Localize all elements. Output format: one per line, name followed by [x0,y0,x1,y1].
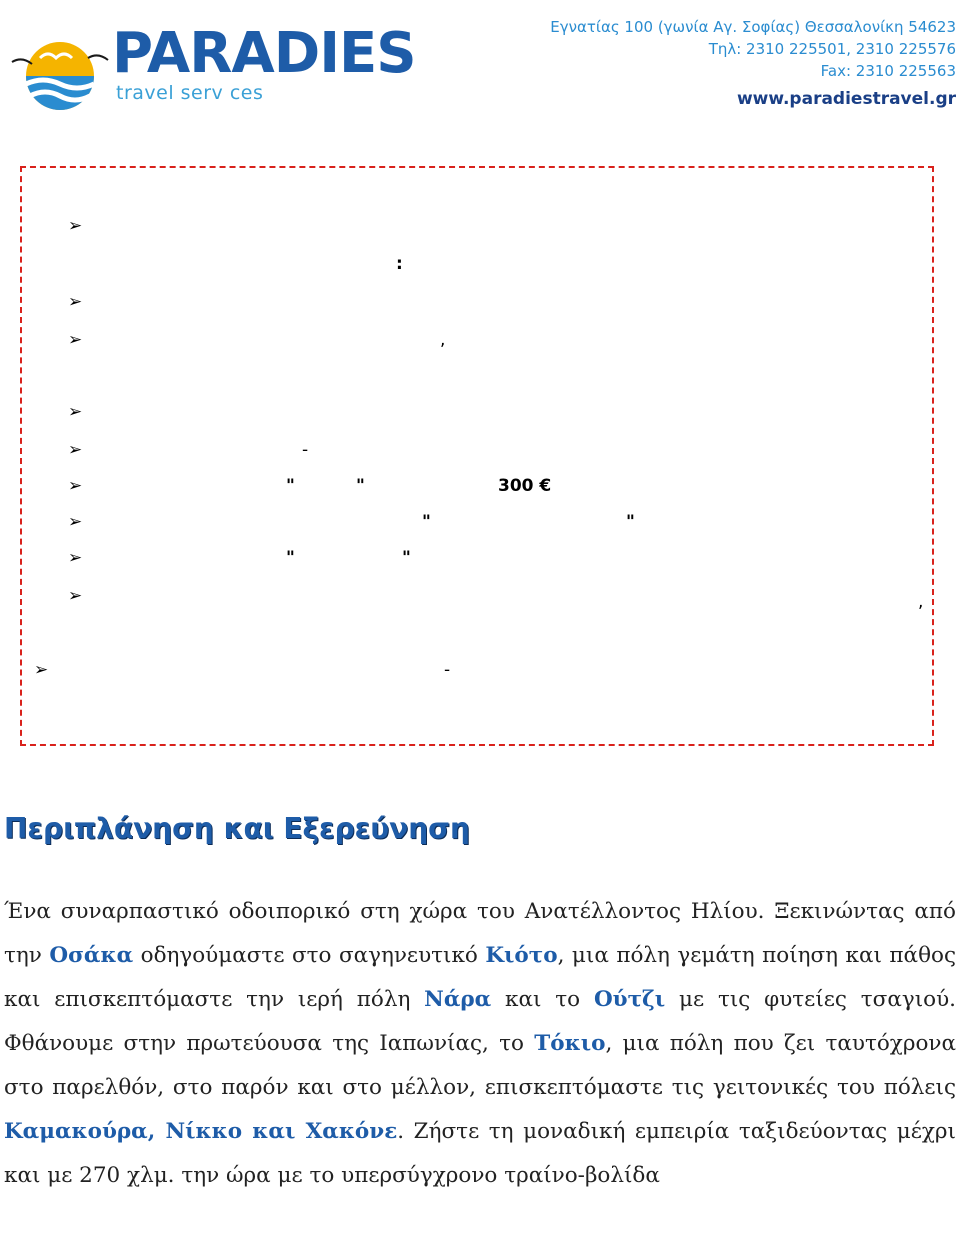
quote-fragment: " [286,548,295,568]
bullet-arrow-icon: ➢ [68,402,83,422]
bullet-arrow-icon: ➢ [68,292,83,312]
quote-fragment: " [286,476,295,496]
bullet-arrow-icon: ➢ [68,548,83,568]
place-osaka: Οσάκα [49,943,134,968]
paragraph-text: , μια πόλη γεμάτη ποίηση και πάθος και επισκεπτόμαστε την ιερή πόλη [4,943,956,1012]
company-logo [4,22,434,112]
place-kyoto: Κιότο [485,943,558,968]
quote-fragment: " [626,512,635,532]
comma-fragment: , [440,330,446,350]
place-nearby-cities: Καμακούρα, Νίκκο και Χακόνε [4,1119,398,1144]
place-uji: Ούτζι [593,987,666,1012]
dash-fragment: - [444,660,451,680]
price-text: 300 € [498,476,552,496]
bullet-arrow-icon: ➢ [68,476,83,496]
place-tokyo: Τόκιο [534,1031,606,1056]
sun-wave-logo-icon [10,28,110,128]
phone-text: Τηλ: 2310 225501, 2310 225576 [708,40,956,58]
quote-fragment: " [422,512,431,532]
fax-text: Fax: 2310 225563 [820,62,956,80]
bullet-arrow-icon: ➢ [68,216,83,236]
contact-block [550,16,956,110]
paragraph-text: οδηγούμαστε στο σαγηνευτικό [133,943,486,968]
address-text: Εγνατίας 100 (γωνία Αγ. Σοφίας) Θεσσαλονίκη 54623 [550,18,956,36]
bullet-arrow-icon: ➢ [68,512,83,532]
quote-fragment: " [356,476,365,496]
brand-tagline: travel serv ces [116,82,264,104]
bullet-arrow-icon: ➢ [68,586,83,606]
description-paragraph [4,890,956,1198]
place-nara: Νάρα [424,987,492,1012]
brand-name: PARADIES [112,21,416,86]
paragraph-text: Ένα συναρπαστικό οδοιπορικό στη χώρα του Ανατέλλοντος Ηλίου. Ξεκινώντας από την [4,899,956,968]
dash-fragment: - [302,440,309,460]
website-link[interactable]: www.paradiestravel.gr [736,89,956,109]
bullet-arrow-icon: ➢ [34,660,49,680]
paragraph-text: . Ζήστε τη μοναδική εμπειρία ταξιδεύοντας μέχρι και με 270 χλμ. την ώρα με το υπερσύγχρονο τραίνο-βολίδα [4,1119,956,1188]
colon-fragment: : [396,254,403,274]
quote-fragment: " [402,548,411,568]
paragraph-text: και το [491,987,594,1012]
bullet-arrow-icon: ➢ [68,330,83,350]
highlights-box [20,166,934,746]
comma-fragment: , [918,592,924,612]
paragraph-text: με τις φυτείες τσαγιού. Φθάνουμε στην πρωτεύουσα της Ιαπωνίας, το [4,987,956,1056]
bullet-arrow-icon: ➢ [68,440,83,460]
paragraph-text: , μια πόλη που ζει ταυτόχρονα στο παρελθόν, στο παρόν και στο μέλλον, επισκεπτόμαστε τις γειτονικές του πόλεις [4,1031,956,1100]
section-heading: Περιπλάνηση και Εξερεύνηση [4,812,470,845]
